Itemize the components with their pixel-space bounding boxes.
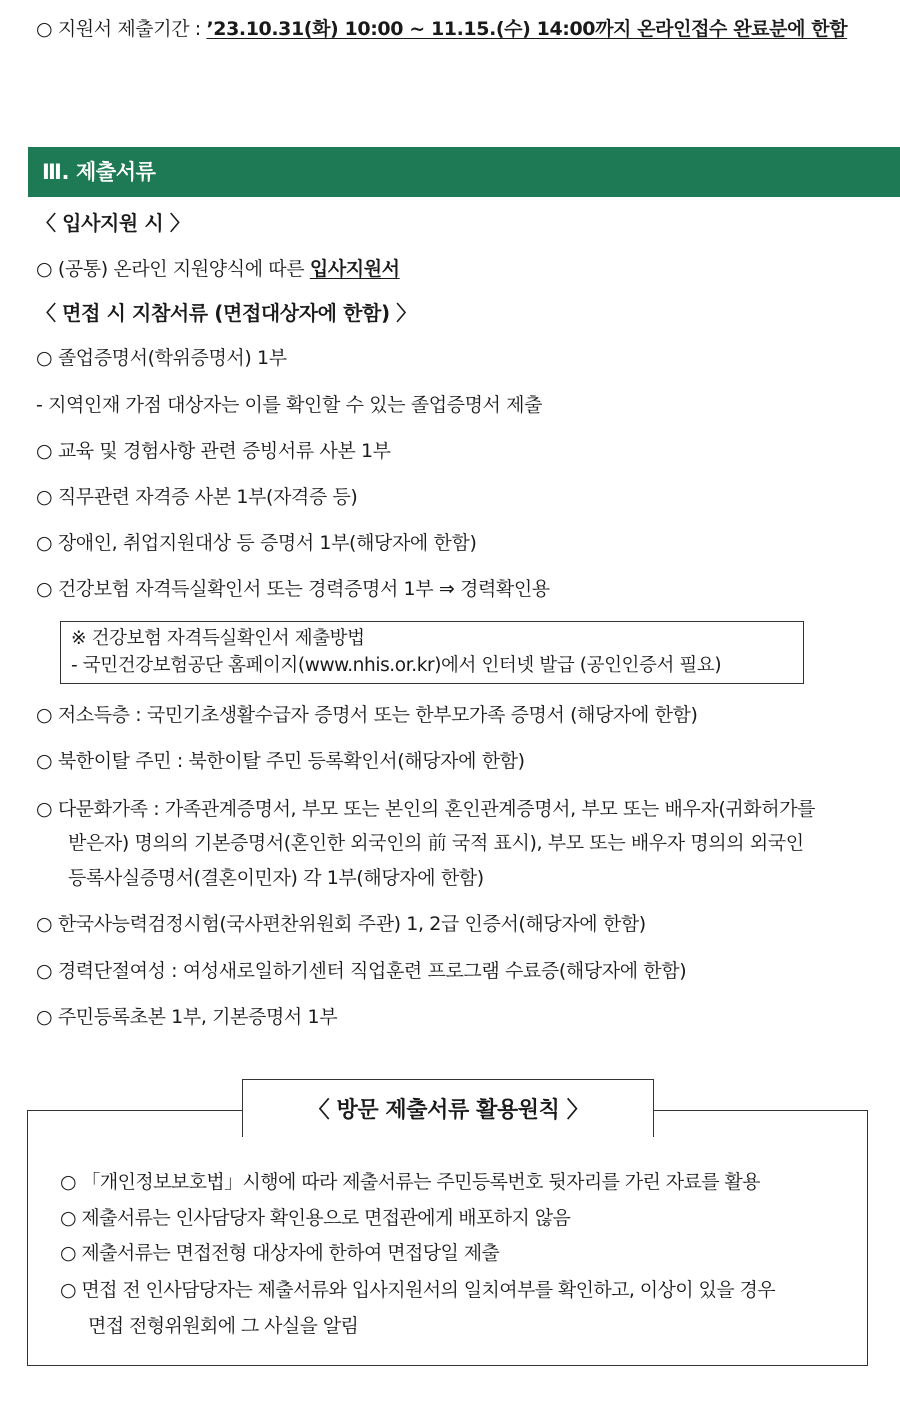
list-item: ○ 북한이탈 주민 : 북한이탈 주민 등록확인서(해당자에 한함) bbox=[36, 750, 525, 772]
visit-item: ○ 면접 전 인사담당자는 제출서류와 입사지원서의 일치여부를 확인하고, 이상이 있을 경우 bbox=[60, 1279, 775, 1301]
list-item: ○ 교육 및 경험사항 관련 증빙서류 사본 1부 bbox=[36, 440, 391, 462]
list-item: ○ 저소득층 : 국민기초생활수급자 증명서 또는 한부모가족 증명서 (해당자에 한함) bbox=[36, 704, 698, 726]
section-title: Ⅲ. 제출서류 bbox=[28, 147, 900, 197]
bullet: ○ bbox=[36, 18, 53, 40]
visit-item: ○ 제출서류는 면접전형 대상자에 한하여 면접당일 제출 bbox=[60, 1242, 500, 1264]
deadline-line bbox=[36, 16, 847, 42]
apply-item-emph: 입사지원서 bbox=[309, 258, 400, 280]
list-item: ○ 직무관련 자격증 사본 1부(자격증 등) bbox=[36, 486, 358, 508]
apply-item-prefix: ○ (공통) 온라인 지원양식에 따른 bbox=[36, 258, 310, 280]
apply-heading: 〈 입사지원 시 〉 bbox=[36, 211, 190, 235]
list-item: ○ 건강보험 자격득실확인서 또는 경력증명서 1부 ⇒ 경력확인용 bbox=[36, 578, 550, 600]
visit-item: ○ 「개인정보보호법」시행에 따라 제출서류는 주민등록번호 뒷자리를 가린 자료를 활용 bbox=[60, 1171, 760, 1193]
visit-principles-title: 〈 방문 제출서류 활용원칙 〉 bbox=[242, 1079, 654, 1137]
list-item: - 지역인재 가점 대상자는 이를 확인할 수 있는 졸업증명서 제출 bbox=[36, 394, 543, 416]
list-item: ○ 경력단절여성 : 여성새로일하기센터 직업훈련 프로그램 수료증(해당자에 한함) bbox=[36, 960, 687, 982]
visit-item-continued: 면접 전형위원회에 그 사실을 알림 bbox=[88, 1315, 359, 1337]
apply-item bbox=[36, 256, 400, 282]
deadline-label: 지원서 제출기간 : bbox=[57, 18, 207, 40]
list-item: ○ 졸업증명서(학위증명서) 1부 bbox=[36, 347, 287, 369]
list-item: ○ 다문화가족 : 가족관계증명서, 부모 또는 본인의 혼인관계증명서, 부모 또는 배우자(귀화허가를 bbox=[36, 798, 816, 820]
list-item: ○ 장애인, 취업지원대상 등 증명서 1부(해당자에 한함) bbox=[36, 532, 477, 554]
list-item: ○ 주민등록초본 1부, 기본증명서 1부 bbox=[36, 1006, 338, 1028]
note-line: ※ 건강보험 자격득실확인서 제출방법 bbox=[71, 628, 365, 649]
note-box bbox=[60, 621, 804, 684]
visit-item: ○ 제출서류는 인사담당자 확인용으로 면접관에게 배포하지 않음 bbox=[60, 1207, 571, 1229]
interview-heading: 〈 면접 시 지참서류 (면접대상자에 한함) 〉 bbox=[36, 301, 416, 325]
list-item-continued: 등록사실증명서(결혼이민자) 각 1부(해당자에 한함) bbox=[68, 867, 484, 889]
list-item-continued: 받은자) 명의의 기본증명서(혼인한 외국인의 前 국적 표시), 부모 또는 배우자 명의의 외국인 bbox=[68, 832, 804, 854]
note-line: - 국민건강보험공단 홈페이지(www.nhis.or.kr)에서 인터넷 발급 (공인인증서 필요) bbox=[71, 655, 722, 676]
list-item: ○ 한국사능력검정시험(국사편찬위원회 주관) 1, 2급 인증서(해당자에 한함) bbox=[36, 913, 646, 935]
deadline-value: ’23.10.31(화) 10:00 ~ 11.15.(수) 14:00까지 온라인접수 완료분에 한함 bbox=[206, 18, 848, 40]
